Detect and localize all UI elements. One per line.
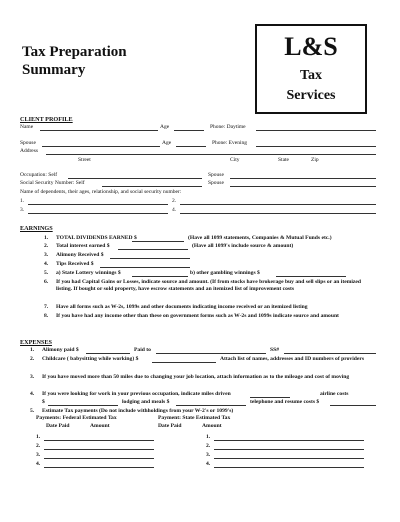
- fed-row-field-4[interactable]: [44, 467, 154, 468]
- lottery-field[interactable]: [132, 276, 188, 277]
- forms-text: Have all forms such as W-2s, 1099s and other documents indicating income received or an itemized listing: [56, 304, 308, 310]
- childcare-label: Childcare ( babysitting while working) $: [42, 356, 139, 362]
- expense-num-2: 2.: [30, 356, 35, 362]
- dependent-num-1: 1.: [20, 198, 25, 204]
- state-row-field-1[interactable]: [214, 440, 364, 441]
- fed-row-num-2: 2.: [36, 443, 41, 449]
- ssn-paid-label: SS#: [270, 347, 280, 353]
- dividends-field[interactable]: [132, 241, 184, 242]
- capital-gains-text: If you had Capital Gains or Losses, indicate source and amount. (If from stocks have brokerage buy and sell slips or an itemized listing. If bought or sold property, have escrow statements and an itemized list of improvement costs: [56, 279, 361, 292]
- logo: [255, 24, 367, 114]
- expense-num-3: 3.: [30, 374, 35, 380]
- telephone-label: telephone and resume costs $: [250, 399, 320, 405]
- dependents-label: Name of dependents, their ages, relationship, and social security number:: [20, 189, 182, 195]
- state-row-field-3[interactable]: [214, 458, 364, 459]
- telephone-field[interactable]: [330, 405, 376, 406]
- spouse-age-field[interactable]: [176, 146, 206, 147]
- state-row-field-2[interactable]: [214, 449, 364, 450]
- federal-payments-label: Payments: Federal Estimated Tax: [36, 415, 117, 421]
- ssn-spouse-label: Spouse: [208, 180, 224, 186]
- logo-line-3: Services: [286, 88, 336, 103]
- phone-evening-field[interactable]: [256, 146, 376, 147]
- expense-num-1: 1.: [30, 347, 35, 353]
- moving-text: If you have moved more than 50 miles due to changing your job location, attach information as to the mileage and cost of moving: [42, 374, 350, 380]
- lottery-label: a) State Lottery winnings $: [56, 270, 121, 276]
- spouse-label: Spouse: [20, 140, 36, 146]
- amount-header: Amount: [90, 423, 110, 429]
- client-profile-heading: CLIENT PROFILE: [20, 116, 73, 123]
- fed-row-num-3: 3.: [36, 452, 41, 458]
- expense-num-5: 5.: [30, 408, 35, 414]
- page-title: Tax Preparation: [22, 44, 127, 60]
- dependent-field-2[interactable]: [180, 204, 376, 205]
- estimate-tax-label: Estimate Tax payments (Do not include withholdings from your W-2's or 1099's): [42, 408, 234, 414]
- paid-to-label: Paid to: [134, 347, 151, 353]
- state-label: State: [278, 157, 289, 163]
- occupation-spouse-label: Spouse: [208, 172, 224, 178]
- dividends-label: TOTAL DIVIDENDS EARNED $: [56, 235, 137, 241]
- logo-line-1: L&S: [284, 32, 338, 61]
- state-row-field-4[interactable]: [214, 467, 364, 468]
- alimony-paid-label: Alimony paid $: [42, 347, 79, 353]
- dollar-sign: $: [42, 399, 45, 405]
- alimony-received-field[interactable]: [110, 258, 190, 259]
- earnings-heading: EARNINGS: [20, 225, 53, 232]
- date-paid-header: Date Paid: [46, 423, 70, 429]
- lodging-field[interactable]: [176, 405, 246, 406]
- lodging-label: lodging and meals $: [122, 399, 170, 405]
- tips-field[interactable]: [100, 267, 190, 268]
- airline-field[interactable]: [48, 405, 118, 406]
- gambling-label: b) other gambling winnings $: [190, 270, 260, 276]
- ssn-paid-field[interactable]: [284, 353, 376, 354]
- interest-label: Total interest earned $: [56, 243, 110, 249]
- dependent-num-2: 2.: [172, 198, 177, 204]
- occupation-label: Occupation: Self: [20, 172, 58, 178]
- tips-label: Tips Received $: [56, 261, 94, 267]
- dependent-num-4: 4.: [172, 207, 177, 213]
- date-paid-header-2: Date Paid: [158, 423, 182, 429]
- state-payments-label: Payment: State Estimated Tax: [158, 415, 231, 421]
- page-subtitle: Summary: [22, 62, 86, 78]
- age-label: Age: [160, 124, 170, 130]
- state-row-num-1: 1.: [206, 434, 211, 440]
- city-label: City: [230, 157, 240, 163]
- dependent-field-4[interactable]: [180, 213, 376, 214]
- occupation-spouse-field[interactable]: [230, 178, 376, 179]
- earnings-num-6: 6.: [44, 279, 49, 285]
- expenses-heading: EXPENSES: [20, 339, 52, 346]
- gambling-field[interactable]: [276, 276, 346, 277]
- interest-note: (Have all 1099's include source & amount): [192, 243, 294, 249]
- fed-row-field-1[interactable]: [44, 440, 154, 441]
- alimony-paid-field[interactable]: [86, 353, 130, 354]
- state-row-num-3: 3.: [206, 452, 211, 458]
- amount-header-2: Amount: [202, 423, 222, 429]
- ssn-field[interactable]: [102, 186, 202, 187]
- occupation-field[interactable]: [68, 178, 202, 179]
- paid-to-field[interactable]: [156, 353, 266, 354]
- fed-row-field-3[interactable]: [44, 458, 154, 459]
- earnings-num-8: 8.: [44, 313, 49, 319]
- phone-daytime-field[interactable]: [256, 130, 376, 131]
- fed-row-field-2[interactable]: [44, 449, 154, 450]
- alimony-received-label: Alimony Received $: [56, 252, 104, 258]
- address-label: Address: [20, 148, 39, 154]
- interest-field[interactable]: [118, 249, 188, 250]
- fed-row-num-1: 1.: [36, 434, 41, 440]
- name-field[interactable]: [40, 130, 158, 131]
- dividends-note: (Have all 1099 statements, Companies & Mutual Funds etc.): [188, 235, 332, 241]
- childcare-note: Attach list of names, addresses and ID numbers of providers: [220, 356, 364, 362]
- age-field[interactable]: [174, 130, 204, 131]
- job-search-label: If you were looking for work in your previous occupation, indicate miles driven: [42, 391, 231, 397]
- address-field[interactable]: [46, 154, 376, 155]
- airline-costs-label: airline costs: [320, 391, 349, 397]
- street-label: Street: [78, 157, 91, 163]
- earnings-num-7: 7.: [44, 304, 49, 310]
- ssn-spouse-field[interactable]: [230, 186, 376, 187]
- phone-daytime-label: Phone: Daytime: [210, 124, 246, 130]
- earnings-num-4: 4.: [44, 261, 49, 267]
- dependent-num-3: 3.: [20, 207, 25, 213]
- name-label: Name: [20, 124, 34, 130]
- earnings-num-1: 1.: [44, 235, 49, 241]
- spouse-age-label: Age: [162, 140, 172, 146]
- expense-num-4: 4.: [30, 391, 35, 397]
- earnings-num-3: 3.: [44, 252, 49, 258]
- dependent-field-3[interactable]: [28, 213, 168, 214]
- logo-line-2: Tax: [299, 68, 323, 83]
- dependent-field-1[interactable]: [28, 204, 168, 205]
- other-income-text: If you have had any income other than these on government forms such as W-2s and 1099s indicate source and amount: [56, 313, 339, 319]
- miles-field[interactable]: [250, 397, 290, 398]
- state-row-num-4: 4.: [206, 461, 211, 467]
- earnings-num-2: 2.: [44, 243, 49, 249]
- fed-row-num-4: 4.: [36, 461, 41, 467]
- phone-evening-label: Phone: Evening: [212, 140, 247, 146]
- zip-label: Zip: [311, 157, 319, 163]
- spouse-field[interactable]: [42, 146, 160, 147]
- earnings-num-5: 5.: [44, 270, 49, 276]
- state-row-num-2: 2.: [206, 443, 211, 449]
- ssn-label: Social Security Number: Self: [20, 180, 85, 186]
